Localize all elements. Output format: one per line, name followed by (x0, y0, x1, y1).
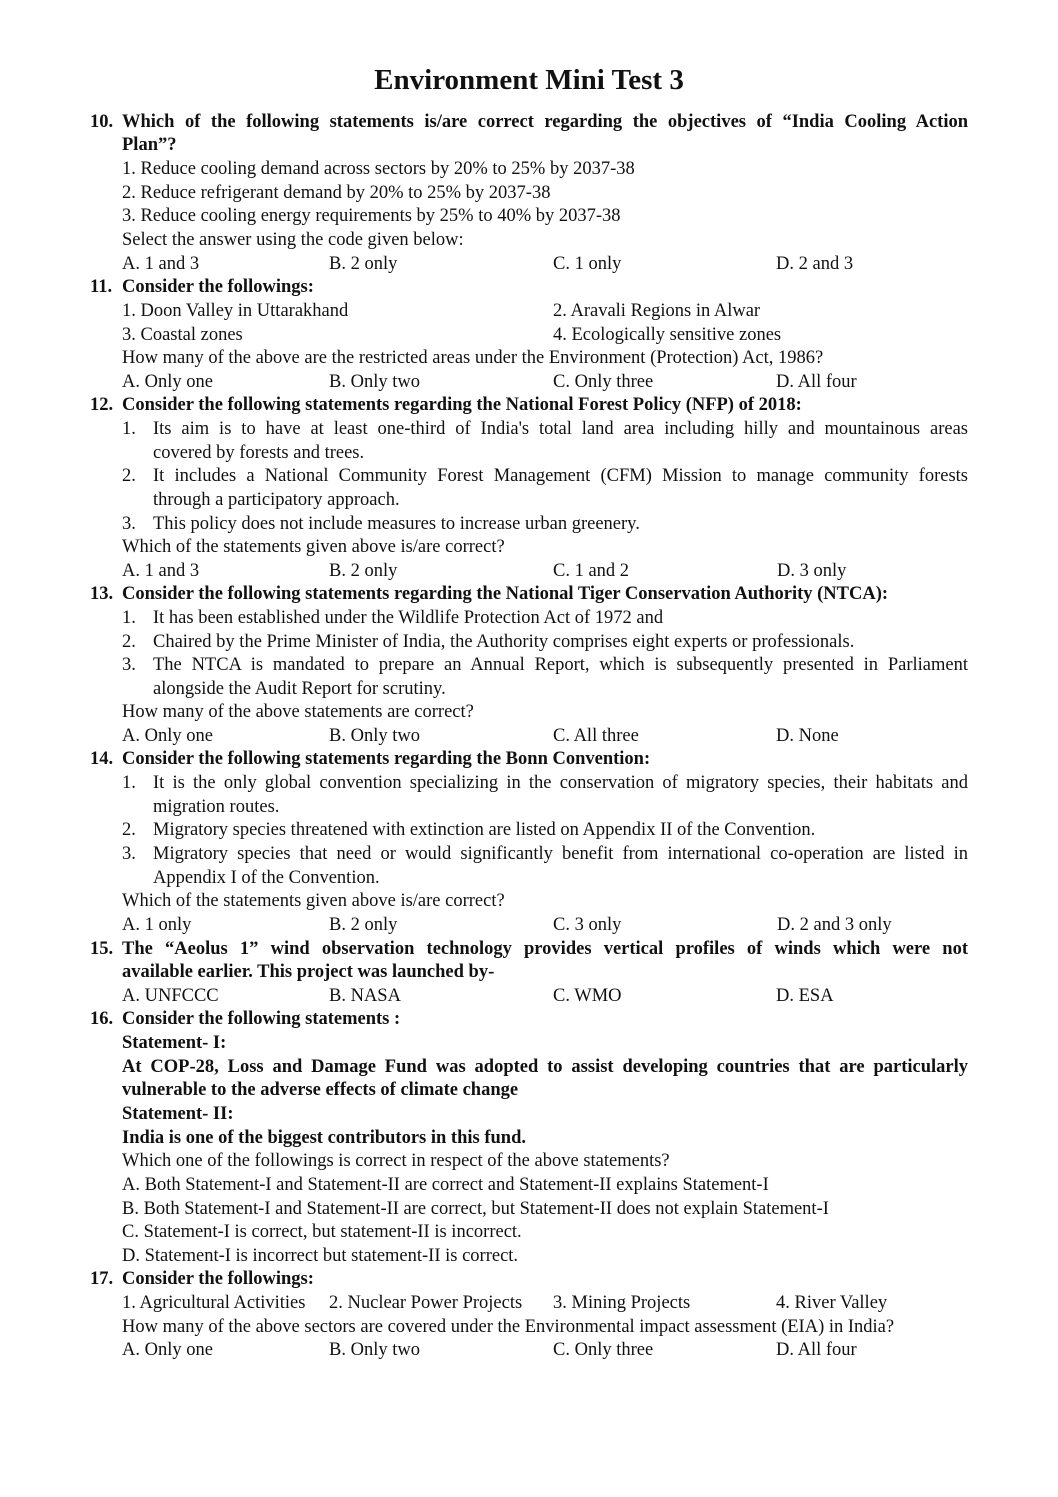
statement-number: 1. (122, 608, 136, 628)
option-b: B. Only two (329, 726, 420, 746)
statement-text: It has been established under the Wildlife Protection Act of 1972 and (153, 608, 664, 628)
question-number: 16. (90, 1009, 114, 1029)
option-b: B. Only two (329, 372, 420, 392)
list-item: 2. Reduce refrigerant demand by 20% to 25% by 2037-38 (122, 183, 551, 203)
question-prompt: Select the answer using the code given below: (122, 230, 464, 250)
statement-number: 1. (122, 419, 136, 439)
statement-2-label: Statement- II: (122, 1104, 234, 1124)
question-stem: Consider the following statements regarding the Bonn Convention: (122, 749, 651, 769)
list-item: 3. Coastal zones (122, 325, 243, 345)
statement-number: 2. (122, 466, 136, 486)
option-a: A. 1 and 3 (122, 561, 200, 581)
list-item: 4. Ecologically sensitive zones (553, 325, 782, 345)
question-number: 12. (90, 395, 114, 415)
question-stem: Consider the followings: (122, 277, 314, 297)
question-prompt: Which of the statements given above is/are correct? (122, 537, 505, 557)
option-a: A. 1 only (122, 915, 192, 935)
option-a: A. Only one (122, 372, 213, 392)
option-d: D. Statement-I is incorrect but statement-II is correct. (122, 1246, 519, 1266)
option-c: C. 1 and 2 (553, 561, 630, 581)
statement-text: Chaired by the Prime Minister of India, the Authority comprises eight experts or professionals. (153, 632, 855, 652)
option-c: C. Only three (553, 372, 654, 392)
statement-text: It is the only global convention specializing in the conservation of migratory species, their habitats and (153, 773, 968, 793)
question-number: 10. (90, 112, 114, 132)
question-number: 17. (90, 1269, 114, 1289)
option-b: B. NASA (329, 986, 401, 1006)
option-b: B. 2 only (329, 915, 398, 935)
question-number: 11. (90, 277, 113, 297)
option-b: B. Only two (329, 1340, 420, 1360)
list-item: 1. Doon Valley in Uttarakhand (122, 301, 349, 321)
option-c: C. 1 only (553, 254, 622, 274)
statement-1-text: At COP-28, Loss and Damage Fund was adopted to assist developing countries that are particularly (122, 1057, 968, 1077)
option-d: D. 2 and 3 only (777, 915, 892, 935)
question-stem: The “Aeolus 1” wind observation technology provides vertical profiles of winds which were not (122, 939, 968, 959)
question-prompt: How many of the above are the restricted areas under the Environment (Protection) Act, 1986? (122, 348, 824, 368)
list-item: 3. Reduce cooling energy requirements by 25% to 40% by 2037-38 (122, 206, 621, 226)
option-a: A. Only one (122, 1340, 213, 1360)
question-prompt: Which of the statements given above is/are correct? (122, 891, 505, 911)
question-stem: Consider the followings: (122, 1269, 314, 1289)
statement-text: Its aim is to have at least one-third of India's total land area including hilly and mountainous areas (153, 419, 968, 439)
option-d: D. 2 and 3 (776, 254, 854, 274)
question-prompt: How many of the above sectors are covered under the Environmental impact assessment (EIA) in India? (122, 1317, 895, 1337)
question-prompt: How many of the above statements are correct? (122, 702, 474, 722)
question-stem: Consider the following statements regarding the National Forest Policy (NFP) of 2018: (122, 395, 802, 415)
option-d: D. All four (776, 372, 857, 392)
page-title: Environment Mini Test 3 (374, 64, 684, 96)
option-a: A. UNFCCC (122, 986, 219, 1006)
statement-text: This policy does not include measures to increase urban greenery. (153, 514, 640, 534)
option-d: D. 3 only (777, 561, 847, 581)
statement-number: 2. (122, 820, 136, 840)
list-item: 4. River Valley (776, 1293, 888, 1313)
statement-2-text: India is one of the biggest contributors in this fund. (122, 1128, 526, 1148)
question-stem: Consider the following statements : (122, 1009, 401, 1029)
list-item: 1. Agricultural Activities (122, 1293, 306, 1313)
statement-text-cont: migration routes. (153, 797, 280, 817)
option-b: B. 2 only (329, 254, 398, 274)
statement-text-cont: through a participatory approach. (153, 490, 400, 510)
statement-text: The NTCA is mandated to prepare an Annual Report, which is subsequently presented in Parliament (153, 655, 968, 675)
list-item: 2. Nuclear Power Projects (329, 1293, 523, 1313)
statement-1-text-cont: vulnerable to the adverse effects of climate change (122, 1080, 519, 1100)
question-prompt: Which one of the followings is correct in respect of the above statements? (122, 1151, 670, 1171)
statement-text: Migratory species threatened with extinction are listed on Appendix II of the Convention. (153, 820, 816, 840)
option-a: A. 1 and 3 (122, 254, 200, 274)
statement-number: 2. (122, 632, 136, 652)
list-item: 1. Reduce cooling demand across sectors by 20% to 25% by 2037-38 (122, 159, 635, 179)
statement-text-cont: alongside the Audit Report for scrutiny. (153, 679, 446, 699)
option-b: B. Both Statement-I and Statement-II are correct, but Statement-II does not explain Statement-I (122, 1199, 829, 1219)
option-a: A. Only one (122, 726, 213, 746)
statement-number: 3. (122, 655, 136, 675)
statement-number: 3. (122, 514, 136, 534)
option-c: C. WMO (553, 986, 622, 1006)
option-d: D. ESA (776, 986, 834, 1006)
question-number: 13. (90, 584, 114, 604)
statement-text: Migratory species that need or would significantly benefit from international co-operation are listed in (153, 844, 968, 864)
option-d: D. All four (776, 1340, 857, 1360)
statement-number: 1. (122, 773, 136, 793)
option-b: B. 2 only (329, 561, 398, 581)
statement-text-cont: covered by forests and trees. (153, 443, 365, 463)
option-c: C. 3 only (553, 915, 622, 935)
option-d: D. None (776, 726, 839, 746)
statement-number: 3. (122, 844, 136, 864)
statement-text-cont: Appendix I of the Convention. (153, 868, 380, 888)
option-c: C. Only three (553, 1340, 654, 1360)
question-number: 15. (90, 939, 114, 959)
question-number: 14. (90, 749, 114, 769)
statement-text: It includes a National Community Forest Management (CFM) Mission to manage community forests (153, 466, 968, 486)
option-c: C. Statement-I is correct, but statement-II is incorrect. (122, 1222, 522, 1242)
question-stem: Which of the following statements is/are correct regarding the objectives of “India Cooling Action (122, 112, 968, 132)
list-item: 3. Mining Projects (553, 1293, 691, 1313)
question-stem-cont: available earlier. This project was launched by- (122, 962, 495, 982)
option-c: C. All three (553, 726, 639, 746)
option-a: A. Both Statement-I and Statement-II are correct and Statement-II explains Statement-I (122, 1175, 769, 1195)
question-stem-cont: Plan”? (122, 135, 177, 155)
statement-1-label: Statement- I: (122, 1033, 227, 1053)
list-item: 2. Aravali Regions in Alwar (553, 301, 761, 321)
question-stem: Consider the following statements regarding the National Tiger Conservation Authority (NTCA): (122, 584, 889, 604)
